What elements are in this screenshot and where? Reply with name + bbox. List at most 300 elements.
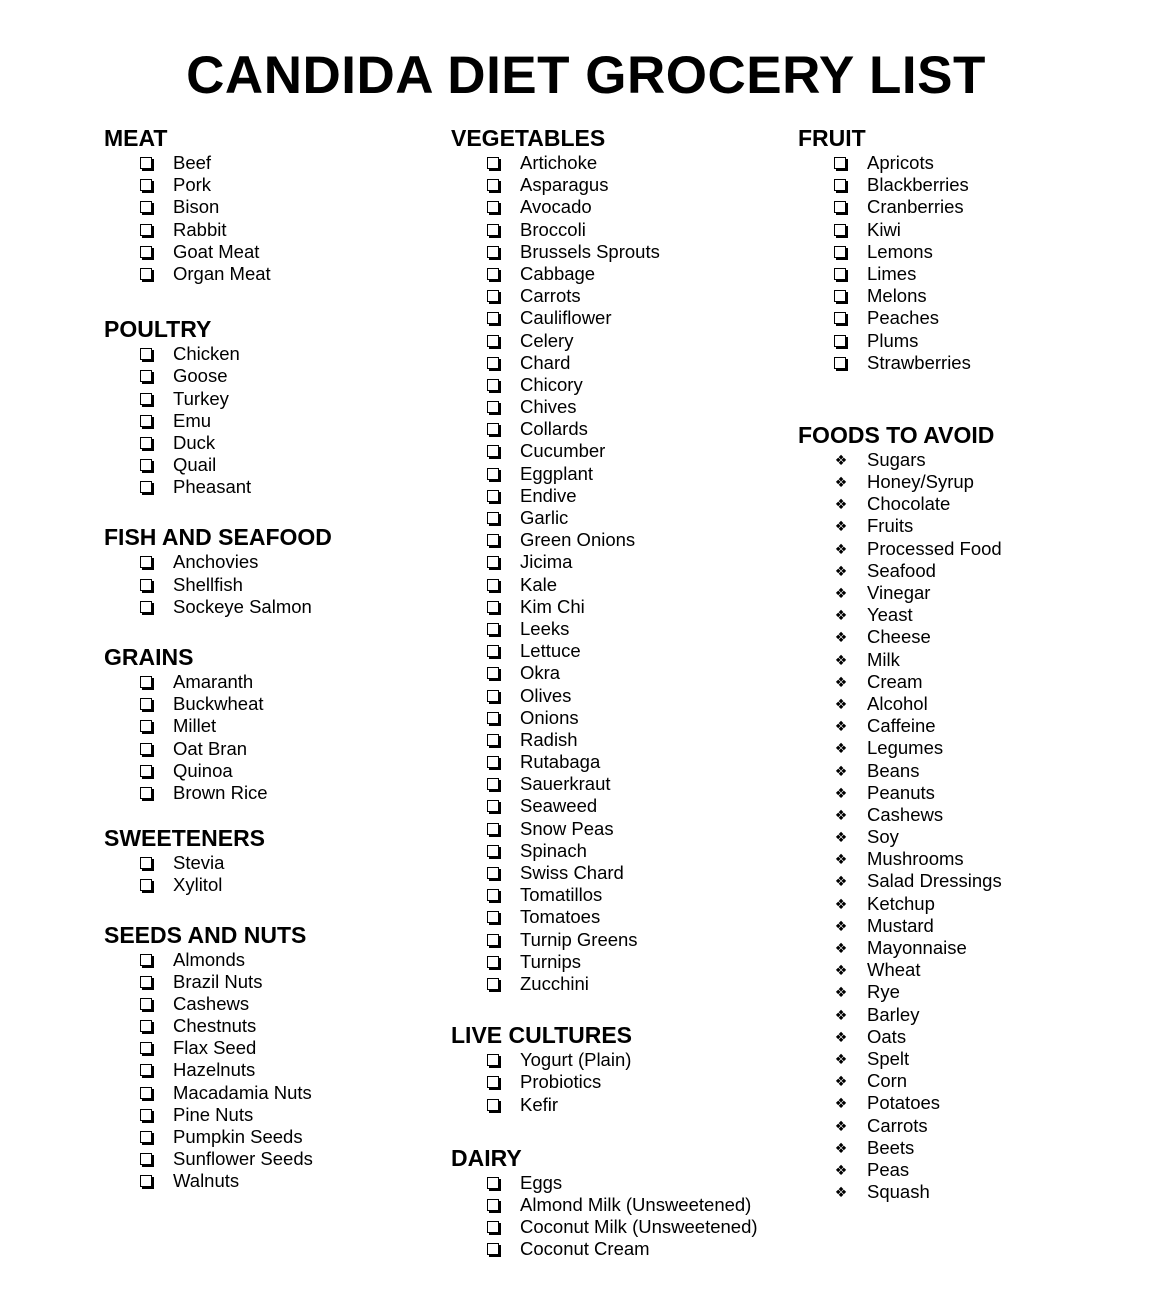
checkbox-square <box>487 667 499 679</box>
checkbox-icon[interactable] <box>487 906 499 928</box>
checkbox-icon[interactable] <box>140 738 152 760</box>
checkbox-icon[interactable] <box>487 152 499 174</box>
list-item[interactable] <box>104 1170 464 1192</box>
checkbox-square <box>487 1177 499 1189</box>
diamond-glyph: ❖ <box>834 940 848 956</box>
list-item[interactable] <box>104 476 464 498</box>
list-item <box>798 560 1158 582</box>
checkbox-icon[interactable] <box>140 174 152 196</box>
list-item[interactable] <box>451 773 811 795</box>
item-label: Legumes <box>867 737 944 759</box>
checkbox-icon[interactable] <box>487 973 499 995</box>
checkbox-icon[interactable] <box>140 196 152 218</box>
list-item[interactable] <box>451 241 811 263</box>
list-item[interactable] <box>451 463 811 485</box>
item-label: Chives <box>520 396 577 418</box>
list-item[interactable] <box>104 174 464 196</box>
checkbox-icon[interactable] <box>140 782 152 804</box>
list-item[interactable] <box>104 196 464 218</box>
list-item[interactable] <box>104 1037 464 1059</box>
checkbox-square <box>834 201 846 213</box>
checkbox-icon[interactable] <box>834 307 846 329</box>
list-item[interactable] <box>451 485 811 507</box>
list-item[interactable] <box>104 693 464 715</box>
list-item[interactable] <box>451 1049 811 1071</box>
checkbox-icon[interactable] <box>487 396 499 418</box>
list-item[interactable] <box>104 1059 464 1081</box>
list-item[interactable] <box>104 551 464 573</box>
checkbox-icon[interactable] <box>487 1049 499 1071</box>
checkbox-square <box>487 490 499 502</box>
checkbox-icon[interactable] <box>487 795 499 817</box>
diamond-glyph: ❖ <box>834 451 848 468</box>
section-vegetables <box>451 124 811 995</box>
list-item[interactable] <box>451 751 811 773</box>
checkbox-icon[interactable] <box>487 1194 499 1216</box>
checkbox-square <box>140 556 152 568</box>
checkbox-icon[interactable] <box>487 1094 499 1116</box>
list-item[interactable] <box>451 174 811 196</box>
list-item[interactable] <box>104 782 464 804</box>
item-label: Chicken <box>173 343 240 365</box>
checkbox-icon[interactable] <box>487 463 499 485</box>
checkbox-icon[interactable] <box>140 1170 152 1192</box>
list-item[interactable] <box>798 330 1158 352</box>
checkbox-square <box>140 765 152 777</box>
list-item[interactable] <box>451 818 811 840</box>
list-item[interactable] <box>451 640 811 662</box>
checkbox-icon[interactable] <box>487 707 499 729</box>
diamond-bullet-icon <box>834 915 848 937</box>
item-label: Yogurt (Plain) <box>520 1049 632 1071</box>
item-label: Broccoli <box>520 218 586 240</box>
diamond-glyph: ❖ <box>834 1184 848 1201</box>
checkbox-square <box>487 357 499 369</box>
checkbox-icon[interactable] <box>140 1037 152 1059</box>
checkbox-icon[interactable] <box>834 330 846 352</box>
list-item[interactable] <box>104 1126 464 1148</box>
checkbox-icon[interactable] <box>487 1172 499 1194</box>
diamond-glyph: ❖ <box>834 1139 848 1156</box>
checkbox-square <box>487 556 499 568</box>
list-item[interactable] <box>451 196 811 218</box>
list-item[interactable] <box>451 263 811 285</box>
item-label: Beets <box>867 1136 915 1158</box>
item-label: Salad Dressings <box>867 870 1002 892</box>
checkbox-square <box>140 954 152 966</box>
list-item[interactable] <box>798 152 1158 174</box>
list-item[interactable] <box>451 596 811 618</box>
list-item[interactable] <box>104 738 464 760</box>
item-label: Ketchup <box>867 892 935 914</box>
list-item[interactable] <box>104 1082 464 1104</box>
list-item[interactable] <box>798 196 1158 218</box>
section-heading: LIVE CULTURES <box>451 1022 633 1049</box>
checkbox-square <box>487 1199 499 1211</box>
item-label: Green Onions <box>520 529 636 551</box>
list-item[interactable] <box>451 418 811 440</box>
checkbox-icon[interactable] <box>140 574 152 596</box>
checkbox-icon[interactable] <box>487 485 499 507</box>
checkbox-icon[interactable] <box>140 388 152 410</box>
checkbox-icon[interactable] <box>487 418 499 440</box>
list-item[interactable] <box>451 374 811 396</box>
list-item <box>798 1048 1158 1070</box>
checkbox-icon[interactable] <box>487 840 499 862</box>
checkbox-icon[interactable] <box>140 241 152 263</box>
checkbox-square <box>140 437 152 449</box>
checkbox-icon[interactable] <box>487 263 499 285</box>
list-item[interactable] <box>104 388 464 410</box>
list-item[interactable] <box>104 971 464 993</box>
checkbox-icon[interactable] <box>487 440 499 462</box>
checkbox-icon[interactable] <box>140 219 152 241</box>
checkbox-icon[interactable] <box>140 410 152 432</box>
diamond-glyph: ❖ <box>834 629 848 646</box>
checkbox-square <box>140 179 152 191</box>
item-label: Spinach <box>520 839 587 861</box>
checkbox-icon[interactable] <box>487 574 499 596</box>
checkbox-icon[interactable] <box>140 715 152 737</box>
list-item[interactable] <box>104 874 464 896</box>
checkbox-square <box>487 956 499 968</box>
checkbox-icon[interactable] <box>487 1238 499 1260</box>
list-item[interactable] <box>104 343 464 365</box>
item-label: Duck <box>173 431 216 453</box>
list-item[interactable] <box>451 618 811 640</box>
checkbox-square <box>487 246 499 258</box>
list-item[interactable] <box>104 993 464 1015</box>
checkbox-square <box>140 787 152 799</box>
list-item[interactable] <box>451 551 811 573</box>
item-label: Cranberries <box>867 196 964 218</box>
list-item[interactable] <box>104 1104 464 1126</box>
diamond-bullet-icon <box>834 493 848 515</box>
checkbox-icon[interactable] <box>834 241 846 263</box>
list-item[interactable] <box>798 263 1158 285</box>
item-label: Blackberries <box>867 174 969 196</box>
checkbox-icon[interactable] <box>487 862 499 884</box>
list-item[interactable] <box>451 707 811 729</box>
checkbox-square <box>487 224 499 236</box>
checkbox-icon[interactable] <box>487 596 499 618</box>
item-label: Chicory <box>520 373 583 395</box>
list-item <box>798 848 1158 870</box>
list-item[interactable] <box>798 219 1158 241</box>
checkbox-icon[interactable] <box>140 1148 152 1170</box>
list-item[interactable] <box>104 365 464 387</box>
list-item <box>798 760 1158 782</box>
list-item[interactable] <box>798 174 1158 196</box>
list-item[interactable] <box>451 906 811 928</box>
list-item[interactable] <box>451 152 811 174</box>
list-item[interactable] <box>104 574 464 596</box>
checkbox-icon[interactable] <box>140 760 152 782</box>
diamond-glyph: ❖ <box>834 718 848 735</box>
list-item[interactable] <box>451 352 811 374</box>
list-item[interactable] <box>451 1094 811 1116</box>
checkbox-icon[interactable] <box>140 693 152 715</box>
list-item[interactable] <box>451 1071 811 1093</box>
checkbox-icon[interactable] <box>140 454 152 476</box>
checkbox-square <box>140 879 152 891</box>
list-item[interactable] <box>104 1015 464 1037</box>
list-item[interactable] <box>451 951 811 973</box>
list-item[interactable] <box>451 507 811 529</box>
checkbox-icon[interactable] <box>487 662 499 684</box>
list-item[interactable] <box>451 440 811 462</box>
list-item[interactable] <box>798 307 1158 329</box>
diamond-bullet-icon <box>834 515 848 537</box>
item-label: Tomatoes <box>520 906 601 928</box>
diamond-bullet-icon <box>834 715 848 737</box>
list-item[interactable] <box>798 241 1158 263</box>
list-item[interactable] <box>104 219 464 241</box>
diamond-glyph: ❖ <box>834 695 848 712</box>
checkbox-square <box>487 978 499 990</box>
item-label: Oats <box>867 1025 907 1047</box>
checkbox-icon[interactable] <box>140 949 152 971</box>
checkbox-icon[interactable] <box>140 596 152 618</box>
item-label: Kim Chi <box>520 595 585 617</box>
diamond-bullet-icon <box>834 471 848 493</box>
list-item[interactable] <box>451 795 811 817</box>
checkbox-icon[interactable] <box>140 343 152 365</box>
checkbox-square <box>487 579 499 591</box>
checkbox-icon[interactable] <box>140 476 152 498</box>
list-item[interactable] <box>451 396 811 418</box>
list-item[interactable] <box>451 529 811 551</box>
checkbox-icon[interactable] <box>140 263 152 285</box>
list-item[interactable] <box>104 263 464 285</box>
item-label: Vinegar <box>867 582 931 603</box>
checkbox-square <box>487 201 499 213</box>
checkbox-icon[interactable] <box>487 818 499 840</box>
list-item[interactable] <box>104 152 464 174</box>
checkbox-icon[interactable] <box>487 773 499 795</box>
checkbox-square <box>140 1087 152 1099</box>
list-item <box>798 1137 1158 1159</box>
checkbox-icon[interactable] <box>487 685 499 707</box>
section-heading: POULTRY <box>104 316 212 343</box>
checkbox-icon[interactable] <box>140 1059 152 1081</box>
checkbox-square <box>140 201 152 213</box>
item-label: Hazelnuts <box>173 1059 256 1081</box>
checkbox-icon[interactable] <box>140 852 152 874</box>
checkbox-square <box>834 157 846 169</box>
list-item <box>798 1115 1158 1137</box>
checkbox-icon[interactable] <box>487 551 499 573</box>
checkbox-icon[interactable] <box>140 152 152 174</box>
checkbox-icon[interactable] <box>140 432 152 454</box>
list-item[interactable] <box>451 1238 811 1260</box>
section-seeds-and-nuts <box>104 921 464 1193</box>
checkbox-icon[interactable] <box>140 551 152 573</box>
checkbox-icon[interactable] <box>140 365 152 387</box>
item-label: Seaweed <box>520 795 598 817</box>
checkbox-icon[interactable] <box>487 529 499 551</box>
checkbox-square <box>140 415 152 427</box>
item-label: Chestnuts <box>173 1015 257 1037</box>
list-item <box>798 804 1158 826</box>
list-item[interactable] <box>104 241 464 263</box>
diamond-bullet-icon <box>834 449 848 471</box>
checkbox-square <box>834 312 846 324</box>
checkbox-icon[interactable] <box>487 307 499 329</box>
list-item[interactable] <box>798 352 1158 374</box>
item-label: Quinoa <box>173 759 233 781</box>
checkbox-icon[interactable] <box>487 729 499 751</box>
list-item[interactable] <box>451 1172 811 1194</box>
item-label: Lettuce <box>520 640 581 662</box>
list-item[interactable] <box>451 1194 811 1216</box>
list-item[interactable] <box>451 574 811 596</box>
diamond-bullet-icon <box>834 1137 848 1159</box>
list-item[interactable] <box>451 219 811 241</box>
checkbox-icon[interactable] <box>834 352 846 374</box>
list-item[interactable] <box>451 840 811 862</box>
item-label: Seafood <box>867 559 936 581</box>
section-heading: FRUIT <box>798 125 866 151</box>
checkbox-icon[interactable] <box>140 993 152 1015</box>
checkbox-icon[interactable] <box>487 618 499 640</box>
checkbox-icon[interactable] <box>487 174 499 196</box>
list-item <box>798 1026 1158 1048</box>
checkbox-icon[interactable] <box>487 1071 499 1093</box>
list-item[interactable] <box>104 432 464 454</box>
item-label: Turnip Greens <box>520 928 638 950</box>
checkbox-icon[interactable] <box>487 640 499 662</box>
list-item[interactable] <box>104 715 464 737</box>
list-item[interactable] <box>104 454 464 476</box>
list-item[interactable] <box>451 307 811 329</box>
item-label: Coconut Cream <box>520 1238 650 1260</box>
checkbox-icon[interactable] <box>487 929 499 951</box>
diamond-bullet-icon <box>834 848 848 870</box>
item-label: Chard <box>520 351 571 373</box>
diamond-glyph: ❖ <box>834 1117 848 1134</box>
list-item[interactable] <box>451 1216 811 1238</box>
diamond-bullet-icon <box>834 937 848 959</box>
item-label: Goat Meat <box>173 240 260 262</box>
list-item <box>798 1004 1158 1026</box>
item-label: Cashews <box>867 803 944 825</box>
list-item[interactable] <box>104 410 464 432</box>
diamond-glyph: ❖ <box>834 1073 848 1090</box>
checkbox-icon[interactable] <box>487 951 499 973</box>
checkbox-icon[interactable] <box>487 374 499 396</box>
checkbox-square <box>487 423 499 435</box>
item-label: Mushrooms <box>867 848 964 870</box>
diamond-glyph: ❖ <box>834 1028 848 1045</box>
list-item[interactable] <box>104 760 464 782</box>
list-item[interactable] <box>104 949 464 971</box>
checkbox-square <box>487 534 499 546</box>
checkbox-icon[interactable] <box>834 285 846 307</box>
item-label: Cucumber <box>520 440 606 462</box>
item-label: Zucchini <box>520 972 589 994</box>
diamond-glyph: ❖ <box>834 1161 848 1178</box>
checkbox-icon[interactable] <box>487 884 499 906</box>
item-label: Garlic <box>520 507 569 528</box>
checkbox-icon[interactable] <box>487 241 499 263</box>
checkbox-square <box>140 393 152 405</box>
item-label: Alcohol <box>867 692 928 714</box>
list-item[interactable] <box>451 330 811 352</box>
checkbox-square <box>487 379 499 391</box>
checkbox-square <box>487 290 499 302</box>
list-item[interactable] <box>451 929 811 951</box>
list-item[interactable] <box>451 685 811 707</box>
list-item[interactable] <box>451 729 811 751</box>
checkbox-icon[interactable] <box>487 285 499 307</box>
checkbox-icon[interactable] <box>834 263 846 285</box>
checkbox-icon[interactable] <box>834 152 846 174</box>
checkbox-icon[interactable] <box>487 751 499 773</box>
checkbox-icon[interactable] <box>140 671 152 693</box>
list-item[interactable] <box>104 852 464 874</box>
list-item[interactable] <box>104 596 464 618</box>
diamond-glyph: ❖ <box>834 762 848 779</box>
checkbox-icon[interactable] <box>140 874 152 896</box>
checkbox-icon[interactable] <box>487 1216 499 1238</box>
checkbox-icon[interactable] <box>140 1126 152 1148</box>
list-item <box>798 893 1158 915</box>
checkbox-square <box>487 934 499 946</box>
checkbox-icon[interactable] <box>487 352 499 374</box>
item-list <box>104 949 464 1193</box>
item-list <box>798 152 1158 374</box>
list-item[interactable] <box>451 285 811 307</box>
item-label: Brazil Nuts <box>173 970 263 992</box>
checkbox-icon[interactable] <box>487 330 499 352</box>
list-item[interactable] <box>451 662 811 684</box>
item-label: Yeast <box>867 604 913 626</box>
diamond-bullet-icon <box>834 649 848 671</box>
item-label: Tomatillos <box>520 884 603 906</box>
checkbox-icon[interactable] <box>834 196 846 218</box>
list-item[interactable] <box>451 862 811 884</box>
checkbox-icon[interactable] <box>487 219 499 241</box>
item-label: Leeks <box>520 617 570 639</box>
checkbox-icon[interactable] <box>140 1015 152 1037</box>
checkbox-icon[interactable] <box>487 507 499 529</box>
list-item[interactable] <box>104 671 464 693</box>
list-item[interactable] <box>451 884 811 906</box>
item-label: Cheese <box>867 626 931 648</box>
checkbox-icon[interactable] <box>140 971 152 993</box>
checkbox-square <box>140 998 152 1010</box>
list-item[interactable] <box>798 285 1158 307</box>
checkbox-icon[interactable] <box>834 174 846 196</box>
checkbox-icon[interactable] <box>140 1104 152 1126</box>
item-label: Oat Bran <box>173 737 248 759</box>
item-label: Peanuts <box>867 781 935 803</box>
checkbox-square <box>487 690 499 702</box>
checkbox-icon[interactable] <box>140 1082 152 1104</box>
checkbox-icon[interactable] <box>487 196 499 218</box>
section-grains <box>104 643 464 804</box>
checkbox-icon[interactable] <box>834 219 846 241</box>
item-label: Honey/Syrup <box>867 471 974 493</box>
diamond-glyph: ❖ <box>834 540 848 557</box>
section-foods-to-avoid <box>798 421 1158 1203</box>
list-item <box>798 538 1158 560</box>
list-item[interactable] <box>104 1148 464 1170</box>
list-item[interactable] <box>451 973 811 995</box>
item-label: Okra <box>520 662 561 684</box>
section-heading: FISH AND SEAFOOD <box>104 524 332 551</box>
